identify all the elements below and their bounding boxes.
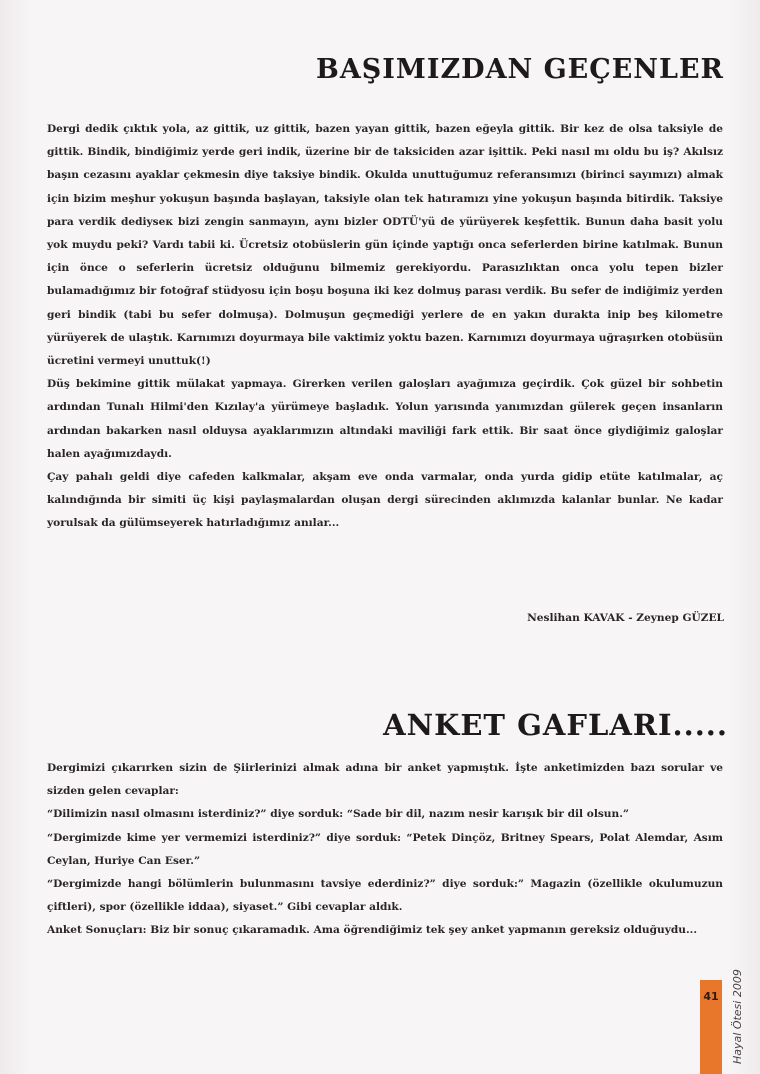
paragraph: Dergimizi çıkarırken sizin de Şiirlerinizi almak adına bir anket yapmıştık. İşte anketimizden bazı sorular ve sizden gelen cevaplar: [47,762,723,798]
page-number: 41 [703,990,719,1003]
article-title-anket-gaflari: ANKET GAFLARI..... [383,708,728,742]
article-body-basimizdan-gecenler [47,118,723,536]
paragraph: Çay pahalı geldi diye cafeden kalkmalar, akşam eve onda varmalar, onda yurda gidip etüte katılmalar, aç kalındığında bir simiti üç kişi paylaşmalardan oluşan dergi sürecinden aklımızda kalanlar bunlar. Ne kadar yorulsak da gülümseyerek hatırladığımız anılar... [47,471,723,530]
paragraph: “Dilimizin nasıl olmasını isterdiniz?” diye sorduk: “Sade bir dil, nazım nesir karışık bir dil olsun.” [47,808,629,821]
journal-label: Hayal Ötesi 2009 [731,969,744,1064]
paragraph: “Dergimizde kime yer vermemizi isterdiniz?” diye sorduk: “Petek Dinçöz, Britney Spears, Polat Alemdar, Asım Ceylan, Huriye Can Eser.” [47,831,723,867]
paragraph: “Dergimizde hangi bölümlerin bulunmasını tavsiye ederdiniz?” diye sorduk:” Magazin (özellikle okulumuzun çiftleri), spor (özellikle iddaa), siyaset.” Gibi cevaplar aldık. [47,878,723,914]
article-title-basimizdan-gecenler: BAŞIMIZDAN GEÇENLER [316,54,724,85]
paragraph: Dergi dedik çıktık yola, az gittik, uz gittik, bazen yayan gittik, bazen eğeyla gittik. Bir kez de olsa taksiyle de gittik. Bindik, bindiğimiz yerde geri indik, üzerine bir de taksiciden azar işittik. Peki nasıl mı oldu bu iş? Akılsız başın cezasını ayaklar çekmesin diye taksiye bindik. Okulda unuttuğumuz referansımızı (birinci sayımızı) almak için bizim meşhur yokuşun başında başlayan, taksiyle olan tek hatıramızı yine yokuşun başında bitirdik. Taksiye para verdik dediyseк bizi zengin sanmayın, aynı bizler ODTÜ'yü de yürüyerek keşfettik. Bunun daha basit yolu yok muydu peki? Vardı tabii ki. Ücretsiz otobüslerin gün içinde yaptığı onca seferlerden birine katılmak. Bunun için önce o seferlerin ücretsiz olduğunu bilmemiz gerekiyordu. Parasızlıktan onca yolu tepen bizler bulamadığımız bir fotoğraf stüdyosu için boşu boşuna iki kez dolmuş parası verdik. Bu sefer de indiğimiz yerden geri bindik (tabi bu sefer dolmuşa). Dolmuşun geçmediği yerlere de en yakın durakta inip beş kilometre yürüyerek de ulaştık. Karnımızı doyurmaya bile vaktimiz yoktu bazen. Karnımızı doyurmaya uğraşırken otobüsün ücretini vermeyi unuttuk(!) [47,123,723,368]
paragraph: Düş bekimine gittik mülakat yapmaya. Girerken verilen galoşları ayağımıza geçirdik. Çok güzel bir sohbetin ardından Tunalı Hilmi'den Kızılay'a yürümeye başladık. Yolun yarısında yanımızdan gülerek geçen insanların ardından bakarken nasıl olduysa ayaklarımızın altındaki maviliği fark ettik. Bir saat önce giydiğimiz galoşlar halen ayağımızdaydı. [47,378,723,460]
paragraph: Anket Sonuçları: Biz bir sonuç çıkaramadık. Ama öğrendiğimiz tek şey anket yapmanın gereksiz olduğuydu... [47,924,698,937]
article-authors: Neslihan KAVAK - Zeynep GÜZEL [527,612,724,624]
article-body-anket-gaflari [47,757,723,943]
